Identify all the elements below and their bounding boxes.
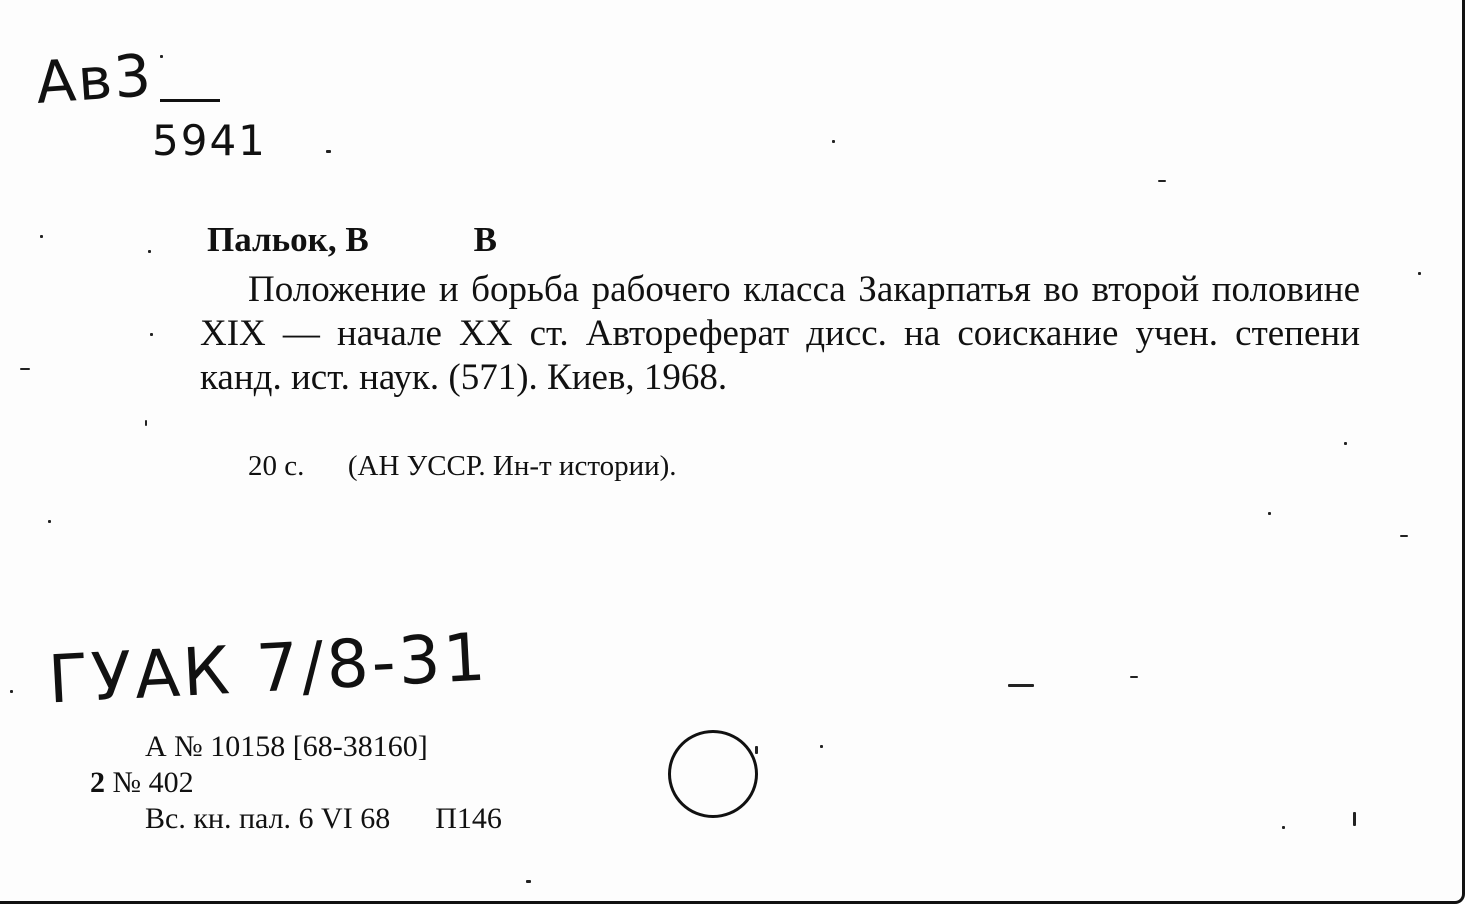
speck <box>1282 826 1285 829</box>
imprint-line-2-rest: № 402 <box>105 766 194 799</box>
speck <box>160 55 163 58</box>
stamp-circle <box>668 730 758 818</box>
speck <box>145 420 147 426</box>
speck <box>40 235 43 238</box>
speck <box>48 520 51 523</box>
speck <box>1353 812 1356 826</box>
speck <box>820 745 823 748</box>
imprint-line-1: А № 10158 [68-38160] <box>145 730 428 763</box>
speck <box>526 880 531 883</box>
speck <box>326 150 331 153</box>
speck <box>832 140 835 143</box>
speck <box>1418 272 1421 275</box>
imprint-line-2 <box>90 768 194 798</box>
speck <box>1344 442 1347 445</box>
shelfmark-divider <box>160 99 220 102</box>
imprint-line-2-lead: 2 <box>90 766 105 799</box>
speck <box>10 690 13 693</box>
shelfmark-bottom: 5941 <box>152 116 267 165</box>
call-number: ГУАК 7/8-31 <box>46 618 491 719</box>
speck <box>1130 676 1138 678</box>
title-description: Положение и борьба рабочего класса Закарпатья во второй половине XIX — начале XX ст. Автореферат дисс. на соискание учен. степени канд. ист. наук. (571). Киев, 1968. <box>200 269 1360 398</box>
shelfmark-top: Ав3 <box>33 41 155 117</box>
speck <box>20 368 30 370</box>
speck <box>1268 512 1271 515</box>
pages-series-note: 20 с. (АН УССР. Ин-т истории). <box>248 450 677 482</box>
speck <box>150 333 153 336</box>
speck <box>755 746 758 754</box>
author-heading: Пальок, В В <box>207 220 498 259</box>
imprint-line-3: Вс. кн. пал. 6 VI 68 П146 <box>145 802 502 835</box>
speck <box>1158 180 1166 182</box>
speck <box>1400 535 1408 537</box>
speck <box>148 250 151 253</box>
speck <box>1008 684 1034 687</box>
